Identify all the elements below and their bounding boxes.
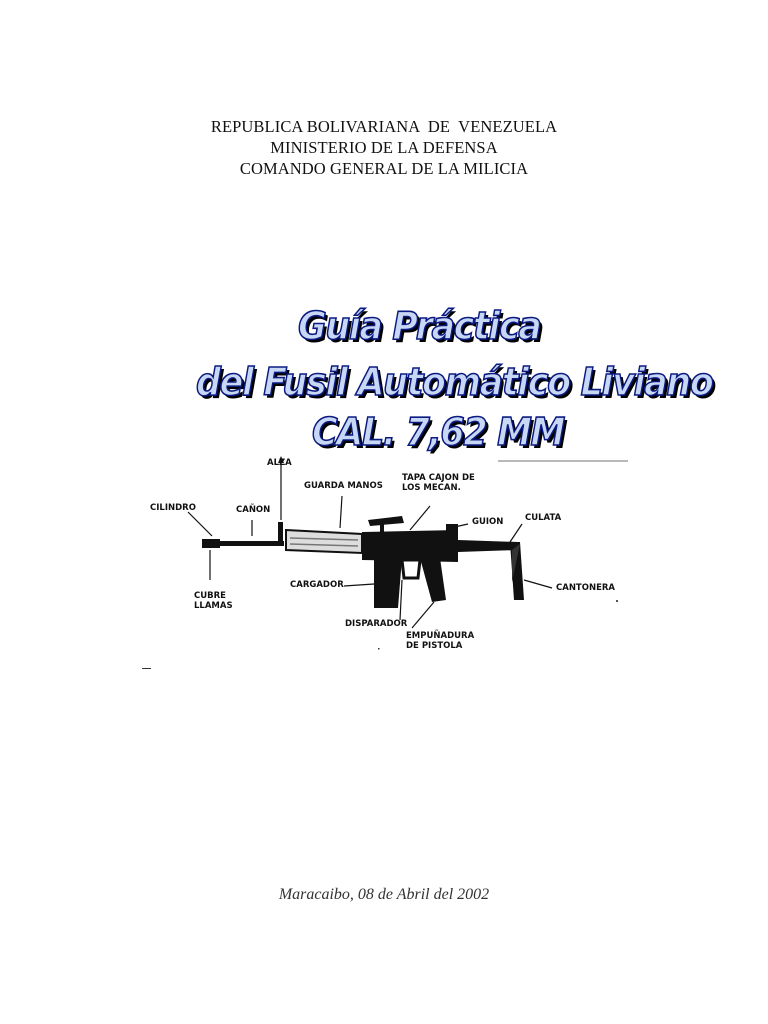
label-guion: GUION (472, 517, 504, 527)
header-line-command: COMANDO GENERAL DE LA MILICIA (239, 159, 529, 178)
title-line-1: Guía Práctica (298, 304, 541, 348)
label-empunadura: EMPUÑADURA DE PISTOLA (406, 631, 475, 651)
label-culata: CULATA (525, 513, 562, 523)
rifle-diagram (140, 450, 630, 680)
title-line-2: del Fusil Automático Liviano (196, 360, 713, 404)
label-cargador: CARGADOR (290, 580, 344, 590)
header-line-republic: REPUBLICA BOLIVARIANA DE VENEZUELA (210, 117, 558, 136)
label-tapa-cajon: TAPA CAJON DE LOS MECAN. (402, 473, 475, 493)
label-cantonera: CANTONERA (556, 583, 615, 593)
document-header (0, 116, 768, 179)
label-cilindro: CILINDRO (150, 503, 196, 513)
title-line-3: CAL. 7,62 MM (312, 410, 564, 454)
rifle-illustration (140, 450, 630, 680)
stray-dash (142, 668, 151, 669)
place-date: Maracaibo, 08 de Abril del 2002 (278, 886, 490, 903)
label-canon: CAÑON (236, 505, 271, 515)
header-line-ministry: MINISTERIO DE LA DEFENSA (270, 138, 498, 157)
label-disparador: DISPARADOR (345, 619, 408, 629)
label-alza: ALZA (267, 458, 292, 468)
label-guarda-manos: GUARDA MANOS (304, 481, 383, 491)
label-cubre-llamas: CUBRE LLAMAS (194, 591, 233, 611)
